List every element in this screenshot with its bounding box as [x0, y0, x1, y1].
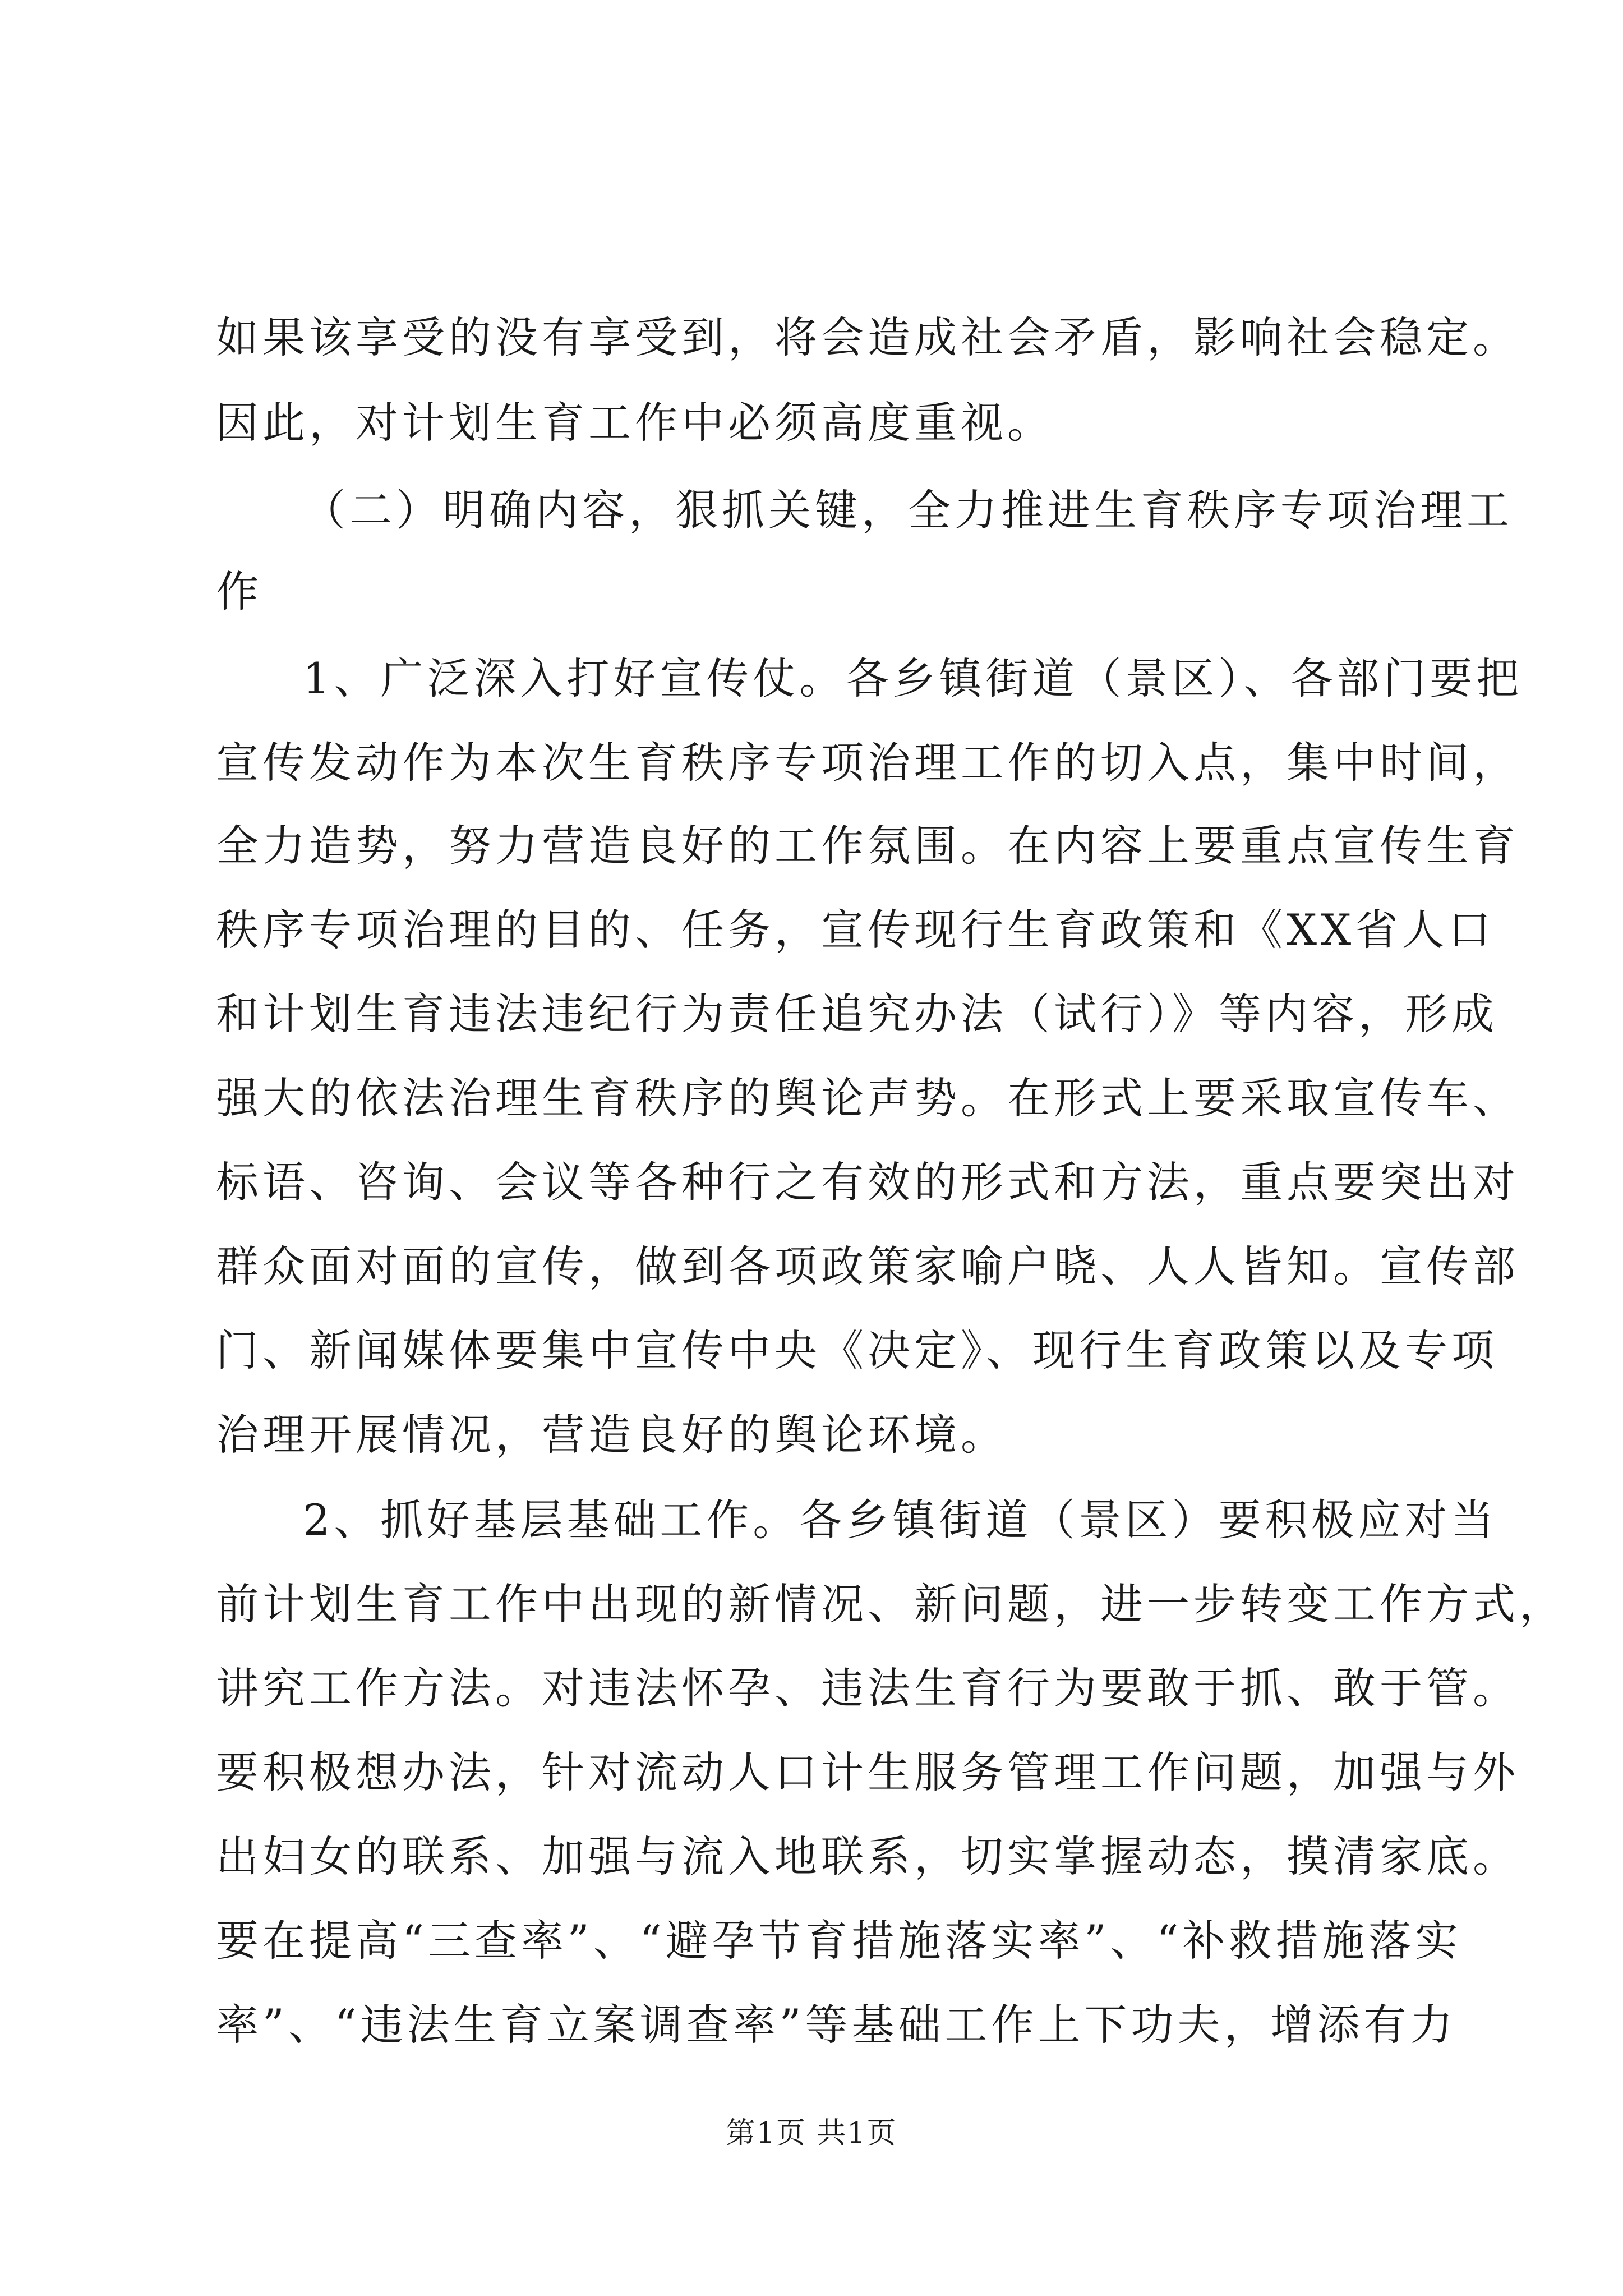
text-line: 强大的依法治理生育秩序的舆论声势。在形式上要采取宣传车、 [216, 1073, 1519, 1123]
text-line: 秩序专项治理的目的、任务，宣传现行生育政策和《XX省人口 [216, 905, 1495, 955]
text-line: 2、抓好基层基础工作。各乡镇街道（景区）要积极应对当 [303, 1495, 1498, 1545]
text-line: 要在提高“三查率”、“避孕节育措施落实率”、“补救措施落实 [216, 1916, 1462, 1966]
text-line: 出妇女的联系、加强与流入地联系，切实掌握动态，摸清家底。 [216, 1832, 1519, 1881]
text-line: 标语、咨询、会议等各种行之有效的形式和方法，重点要突出对 [216, 1157, 1519, 1207]
text-line: 治理开展情况，营造良好的舆论环境。 [216, 1410, 1007, 1460]
text-line: 宣传发动作为本次生育秩序专项治理工作的切入点，集中时间， [216, 738, 1519, 788]
text-line: 讲究工作方法。对违法怀孕、违法生育行为要敢于抓、敢于管。 [216, 1663, 1519, 1713]
text-line: 要积极想办法，针对流动人口计生服务管理工作问题，加强与外 [216, 1747, 1519, 1797]
page-number: 第1页 共1页 [726, 2116, 897, 2150]
text-line: 和计划生育违法违纪行为责任追究办法（试行）》等内容，形成 [216, 989, 1498, 1039]
text-line: 群众面对面的宣传，做到各项政策家喻户晓、人人皆知。宣传部 [216, 1241, 1519, 1291]
section-heading: （二）明确内容，狠抓关键，全力推进生育秩序专项治理工 [303, 485, 1513, 535]
text-line: 全力造势，努力营造良好的工作氛围。在内容上要重点宣传生育 [216, 821, 1519, 871]
text-line: 率”、“违法生育立案调查率”等基础工作上下功夫，增添有力 [216, 2000, 1457, 2050]
text-line: 前计划生育工作中出现的新情况、新问题，进一步转变工作方式， [216, 1579, 1566, 1629]
section-heading: 作 [216, 567, 262, 616]
text-line: 如果该享受的没有享受到，将会造成社会矛盾，影响社会稳定。 [216, 312, 1519, 362]
text-line: 1、广泛深入打好宣传仗。各乡镇街道（景区）、各部门要把 [303, 654, 1523, 703]
text-line: 门、新闻媒体要集中宣传中央《决定》、现行生育政策以及专项 [216, 1326, 1498, 1375]
text-line: 因此，对计划生育工作中必须高度重视。 [216, 398, 1054, 448]
